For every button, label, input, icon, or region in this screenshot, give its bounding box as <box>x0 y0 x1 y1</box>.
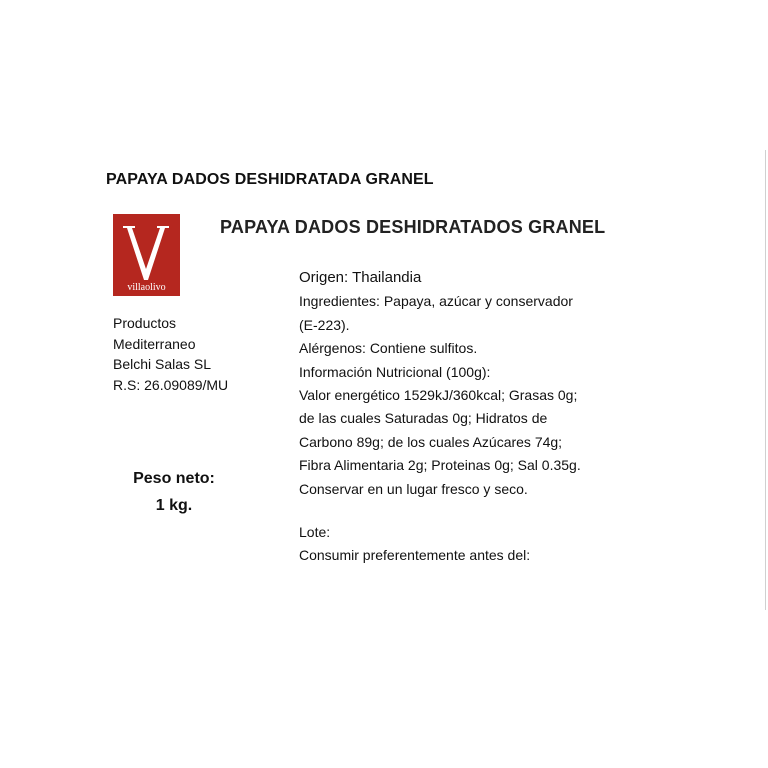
net-weight <box>114 465 234 519</box>
company-line: Productos <box>113 315 177 331</box>
origin-line: Origen: Thailandia <box>299 269 422 286</box>
logo-text: villaolivo <box>127 282 166 293</box>
detail-line: Fibra Alimentaria 2g; Proteinas 0g; Sal 0.35g. <box>299 457 581 474</box>
top-title: PAPAYA DADOS DESHIDRATADA GRANEL <box>106 171 434 188</box>
detail-line: (E-223). <box>299 316 350 333</box>
logo-graphic <box>113 214 180 296</box>
net-weight-label: Peso neto: <box>133 470 215 487</box>
detail-line: de las cuales Saturadas 0g; Hidratos de <box>299 410 548 427</box>
detail-line: Información Nutricional (100g): <box>299 363 491 380</box>
villaolivo-logo <box>113 214 180 296</box>
net-weight-value: 1 kg. <box>155 497 193 514</box>
detail-line: Conservar en un lugar fresco y seco. <box>299 480 528 497</box>
product-details <box>299 266 581 568</box>
company-line: Mediterraneo <box>113 335 196 352</box>
company-line: Belchi Salas SL <box>113 356 212 372</box>
spacer <box>299 501 581 521</box>
lote-line: Lote: <box>299 524 331 541</box>
page-edge-divider <box>765 150 766 610</box>
company-info <box>113 313 228 395</box>
detail-line: Alérgenos: Contiene sulfitos. <box>299 340 478 357</box>
product-title: PAPAYA DADOS DESHIDRATADOS GRANEL <box>220 217 606 237</box>
detail-line: Ingredientes: Papaya, azúcar y conservador <box>299 293 573 310</box>
best-before-line: Consumir preferentemente antes del: <box>299 547 531 564</box>
company-line: R.S: 26.09089/MU <box>113 376 229 393</box>
detail-line: Carbono 89g; de los cuales Azúcares 74g; <box>299 433 563 450</box>
detail-line: Valor energético 1529kJ/360kcal; Grasas 0g; <box>299 387 578 404</box>
